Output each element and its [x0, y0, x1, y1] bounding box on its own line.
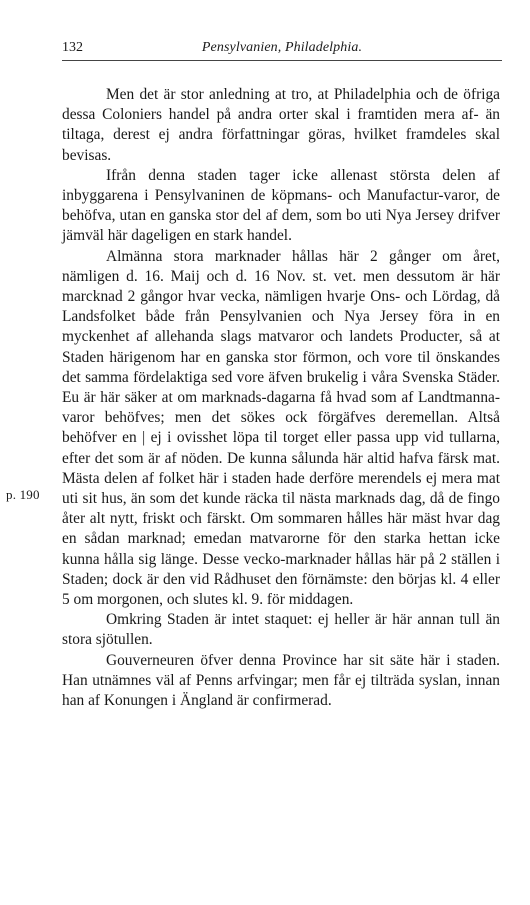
margin-page-reference: p. 190: [6, 487, 40, 502]
paragraph-3: Almänna stora marknader hållas här 2 gånger om året, nämligen d. 16. Maij och d. 16 Nov. st. vet. men dessutom är här marcknad 2 gångor hvar vecka, nämligen hvarje Ons- och Lördag, då Landsfolket både från Pensylvanien och Nya Jersey föra in en myckenhet af allehanda slags matvaror och landets Producter, så at Staden härigenom har en ganska stor förmon, och vore til önskandes det samma fördelaktiga sed vore äfven brukelig i våra Svenska Städer. Eu är här säker at om marknads-dagarna få hvad som af Landtmanna-varor behöfves; men det sökes ock förgäfves deremellan. Altså behöfver en | ej i ovisshet löpa til torget eller passa upp vid tullarna, efter det som är af nöden. De kunna sålunda här altid hafva färsk mat. Mästa delen af folket här i staden hade derföre merendels ej mera mat uti sit hus, än som det kunde räcka til nästa marknads dag, då de fingo åter alt nytt, friskt och färskt. Om sommaren hålles här mäst hvar dag en sådan marknad; emedan matvarorne för den starka hettan icke kunna hålla sig länge. Desse vecko-marknader hållas här på 2 ställen i Staden; dock är den vid Rådhuset den förnämste: den börjas kl. 4 eller 5 om morgonen, och slutes kl. 9. för middagen.: [62, 247, 500, 609]
running-header: [62, 38, 502, 61]
page-number: 132: [62, 40, 83, 55]
paragraph-5: Gouverneuren öfver denna Province har sit säte här i staden. Han utnämnes väl af Penns arfvingar; men får ej tilträda syslan, innan han af Konungen i Ängland är confirmerad.: [62, 651, 500, 710]
paragraph-1: Men det är stor anledning at tro, at Philadelphia och de öfriga dessa Coloniers handel på andra orter skal i framtiden mera af- än tiltaga, derest ej andra författningar göras, hvilket framdeles skal bevisas.: [62, 86, 500, 164]
body-text: [62, 85, 500, 711]
running-title: Pensylvanien, Philadelphia.: [201, 40, 363, 55]
paragraph-2: Ifrån denna staden tager icke allenast största delen af inbyggarena i Pensylvaninen de köpmans- och Manufactur-varor, de behöfva, utan en ganska stor del af dem, som bo uti Nya Jersey drifver jämväl här dageligen en stark handel.: [62, 166, 500, 245]
paragraph-4: Omkring Staden är intet staquet: ej heller är här annan tull än stora sjötullen.: [62, 611, 500, 649]
